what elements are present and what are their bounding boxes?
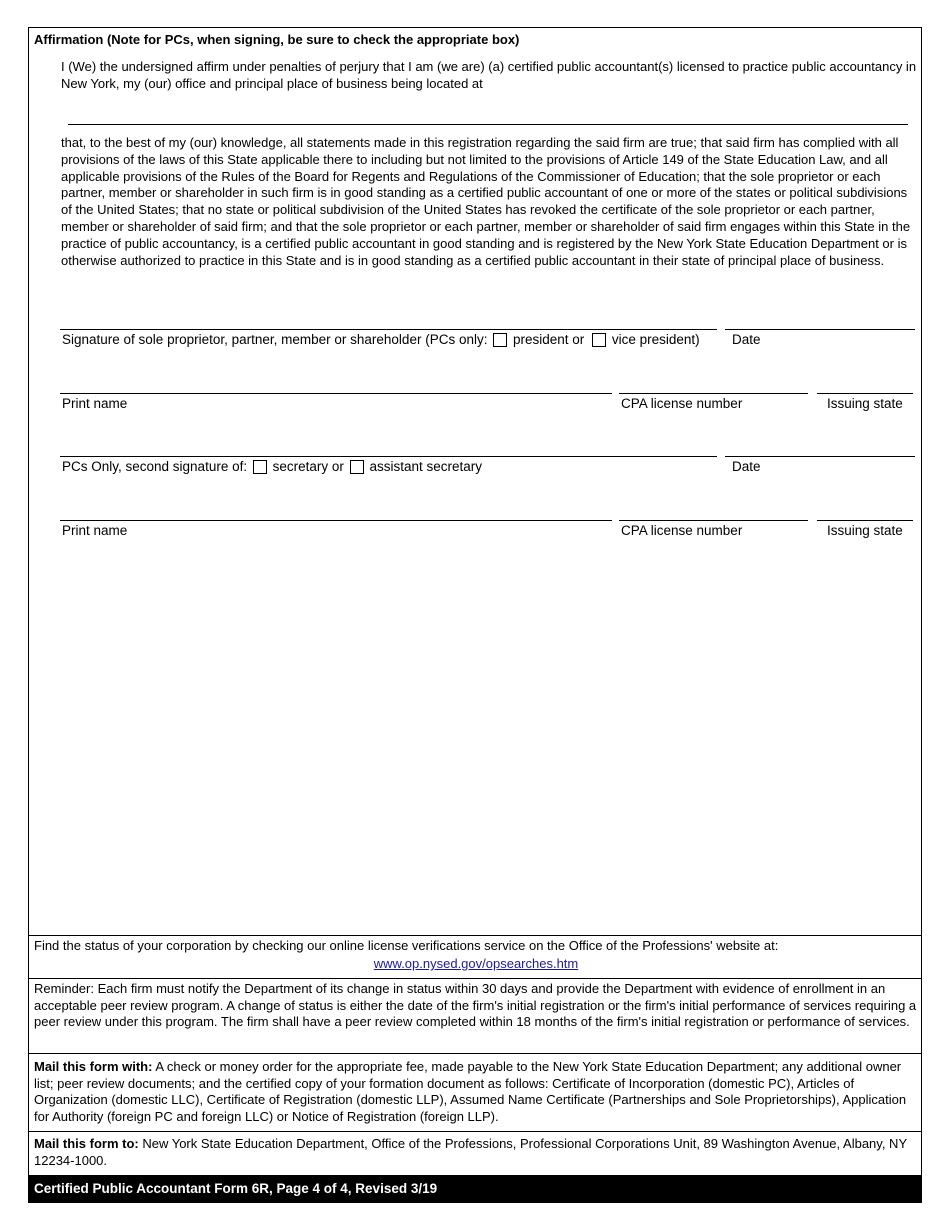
print2-name-label: Print name bbox=[62, 523, 128, 538]
divider bbox=[28, 978, 922, 979]
affirmation-heading: Affirmation (Note for PCs, when signing, be sure to check the appropriate box) bbox=[34, 32, 520, 47]
assistant-secretary-checkbox[interactable] bbox=[350, 460, 364, 474]
print2-cpa-label: CPA license number bbox=[621, 523, 743, 538]
mail-to-label: Mail this form to: bbox=[34, 1136, 139, 1151]
status-text: Find the status of your corporation by checking our online license verifications service on the Office of the Professions' website at: bbox=[34, 938, 779, 953]
president-checkbox[interactable] bbox=[493, 333, 507, 347]
signature1-date-line[interactable] bbox=[725, 329, 915, 330]
mail-to-text bbox=[34, 1136, 918, 1169]
divider bbox=[28, 1131, 922, 1132]
print2-name-line[interactable] bbox=[60, 520, 612, 521]
print1-name-label: Print name bbox=[62, 396, 128, 411]
status-link-row bbox=[34, 956, 918, 973]
mail-with-label: Mail this form with: bbox=[34, 1059, 153, 1074]
president-label: president or bbox=[513, 332, 585, 347]
signature2-line[interactable] bbox=[60, 456, 717, 457]
signature1-line[interactable] bbox=[60, 329, 717, 330]
signature2-label-prefix: PCs Only, second signature of: bbox=[62, 459, 248, 474]
signature2-date-line[interactable] bbox=[725, 456, 915, 457]
opsearches-link[interactable]: www.op.nysed.gov/opsearches.htm bbox=[373, 956, 579, 971]
affirmation-body: that, to the best of my (our) knowledge, all statements made in this registration regarding the said firm are true; that said firm has complied with all provisions of the laws of this State applicable there to including but not limited to the provisions of Article 149 of the State Education Law, and all applicable provisions of the Rules of the Board for Regents and Regulations of the Commissioner of Education; that the sole proprietor or each partner, member or shareholder in such firm is in good standing as a certified public accountant of one or more of the states or political subdivisions of the United States; that no state or political subdivision of the United States has revoked the certificate of the sole proprietor or each partner, member or shareholder of said firm; and that the sole proprietor or each partner, member or shareholder of said firm engages within this State in the practice of public accountancy, is a certified public accountant in good standing and is registered by the New York State Education Department or is otherwise authorized to practice in this State and is in good standing as a certified public accountant in their state of principal place of business. bbox=[61, 135, 911, 268]
signature1-label-prefix: Signature of sole proprietor, partner, member or shareholder (PCs only: bbox=[62, 332, 488, 347]
signature1-label bbox=[62, 332, 700, 347]
mail-with-body: A check or money order for the appropriate fee, made payable to the New York State Education Department; any additional owner list; peer review documents; and the certified copy of your formation document as follows: Certificate of Incorporation (domestic PC), Articles of Organization (domestic LLC), Certificate of Registration (domestic LLP), Assumed Name Certificate (Partnerships and Sole Proprietorships), Application for Authority (foreign PC and foreign LLC) or Notice of Registration (foreign LLP). bbox=[34, 1059, 907, 1124]
print1-cpa-label: CPA license number bbox=[621, 396, 743, 411]
secretary-checkbox[interactable] bbox=[253, 460, 267, 474]
mail-to-body: New York State Education Department, Office of the Professions, Professional Corporations Unit, 89 Washington Avenue, Albany, NY 12234-1000. bbox=[34, 1136, 907, 1168]
signature2-label bbox=[62, 459, 482, 474]
vice-president-checkbox[interactable] bbox=[592, 333, 606, 347]
footer-bar: Certified Public Accountant Form 6R, Page 4 of 4, Revised 3/19 bbox=[28, 1175, 922, 1203]
mail-with-text bbox=[34, 1059, 918, 1125]
print1-cpa-line[interactable] bbox=[619, 393, 808, 394]
divider bbox=[28, 1053, 922, 1054]
print1-state-label: Issuing state bbox=[827, 396, 903, 411]
divider bbox=[28, 935, 922, 936]
secretary-label: secretary or bbox=[272, 459, 344, 474]
print1-state-line[interactable] bbox=[817, 393, 913, 394]
print2-state-label: Issuing state bbox=[827, 523, 903, 538]
address-line[interactable] bbox=[68, 124, 908, 125]
print1-name-line[interactable] bbox=[60, 393, 612, 394]
vice-president-label: vice president) bbox=[611, 332, 700, 347]
print2-state-line[interactable] bbox=[817, 520, 913, 521]
signature2-date-label: Date bbox=[732, 459, 761, 474]
print2-cpa-line[interactable] bbox=[619, 520, 808, 521]
assistant-secretary-label: assistant secretary bbox=[369, 459, 482, 474]
signature1-date-label: Date bbox=[732, 332, 761, 347]
reminder-text: Reminder: Each firm must notify the Department of its change in status within 30 days and provide the Department with evidence of enrollment in an acceptable peer review program. A change of status is either the date of the firm's initial registration or the firm's initial performance of services requiring a peer review under this program. The firm shall have a peer review completed within 18 months of the firm's initial registration or performance of services. bbox=[34, 981, 917, 1029]
affirmation-intro: I (We) the undersigned affirm under penalties of perjury that I am (we are) (a) certified public accountant(s) licensed to practice public accountancy in New York, my (our) office and principal place of business being located at bbox=[61, 59, 917, 91]
